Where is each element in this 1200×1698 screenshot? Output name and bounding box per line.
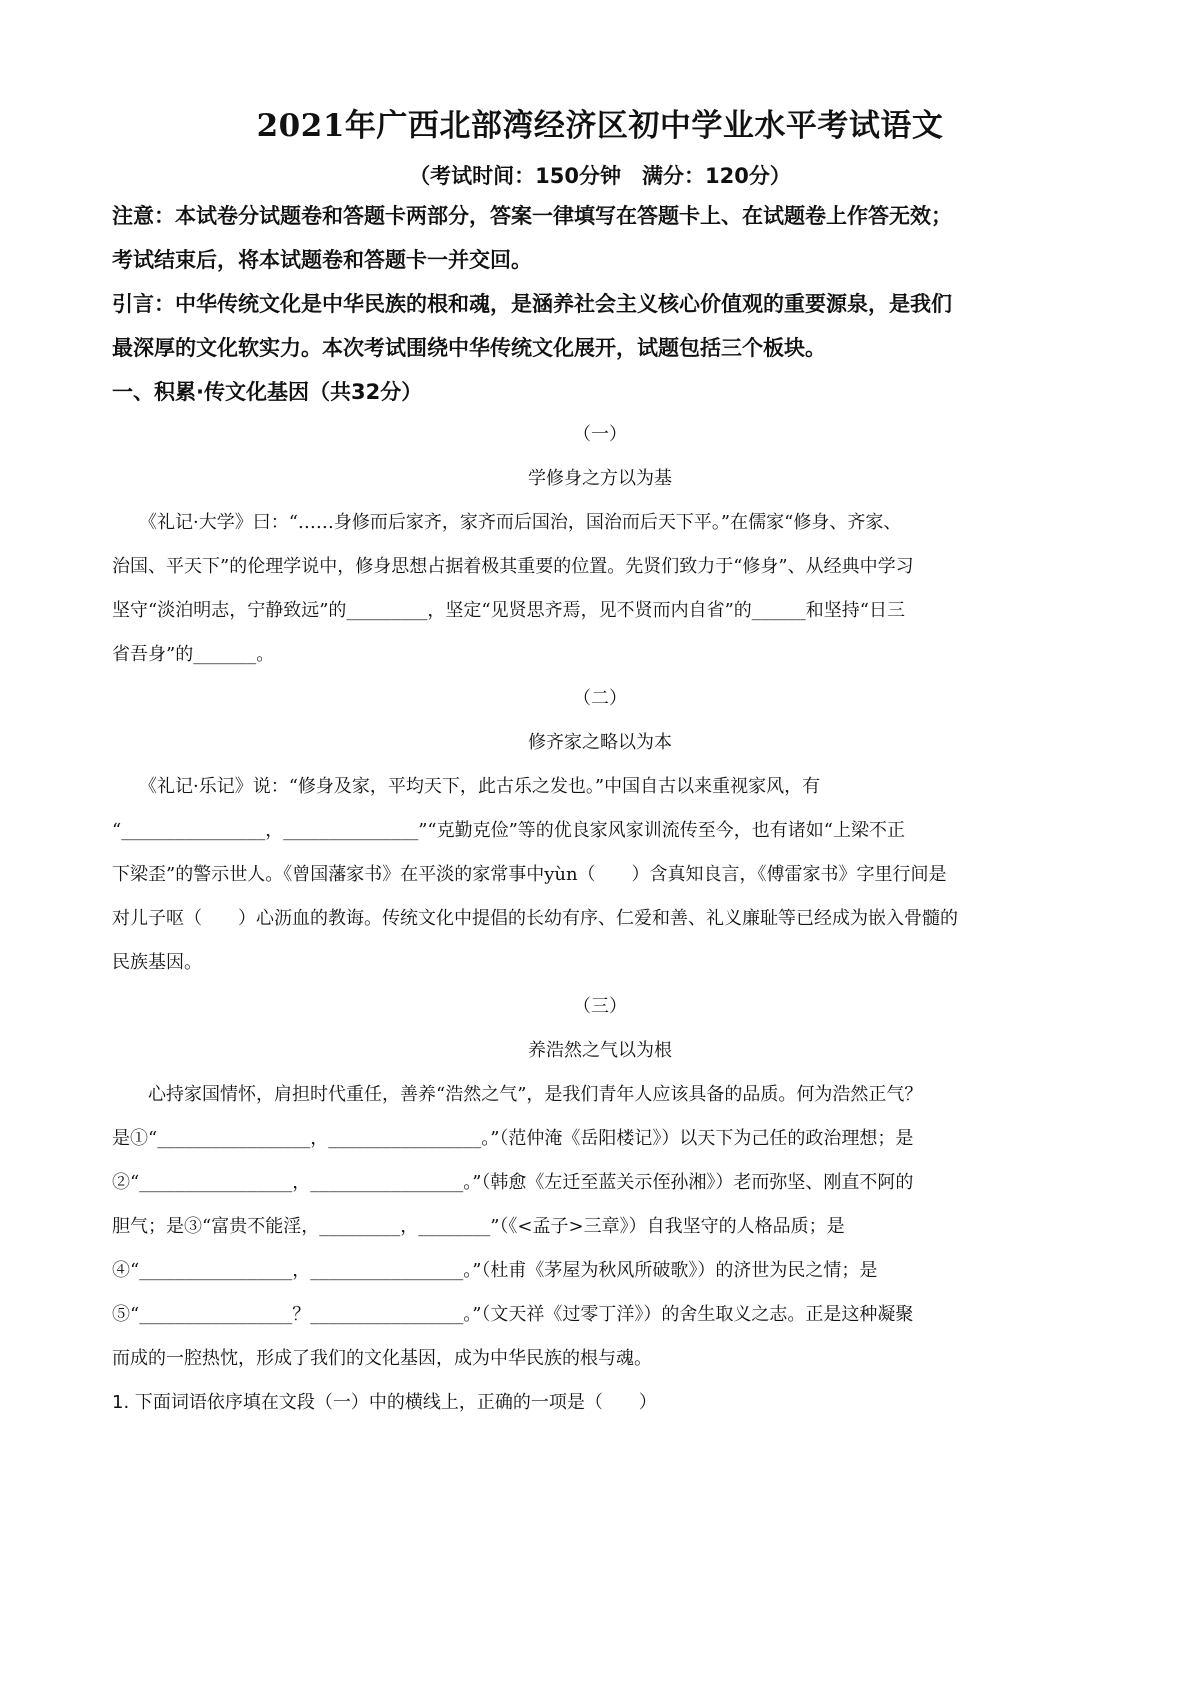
exam-subtitle: （考试时间：150分钟 满分：120分）	[409, 164, 791, 188]
section-3-line-1: 心持家国情怀，肩担时代重任，善养“浩然之气”，是我们青年人应该具备的品质。何为浩然正气？	[112, 1084, 923, 1105]
section-3-line-4: 胆气；是③“富贵不能淫，_________，________”（《<孟子>三章》）自我坚守的人格品质；是	[112, 1216, 845, 1237]
section-2-line-4: 对儿子呕（ ）心沥血的教诲。传统文化中提倡的长幼有序、仁爱和善、礼义廉耻等已经成为嵌入骨髓的	[112, 908, 958, 929]
notice-line-1: 注意：本试卷分试题卷和答题卡两部分，答案一律填写在答题卡上、在试题卷上作答无效；	[112, 204, 952, 228]
section-1-title: 学修身之方以为基	[528, 468, 672, 489]
section-2-line-2: “________________，_______________”“克勤克俭”等的优良家风家训流传至今，也有诸如“上梁不正	[112, 820, 906, 841]
question-1: 1. 下面词语依序填在文段（一）中的横线上，正确的一项是（ ）	[112, 1392, 657, 1413]
section-1-number: （一）	[573, 424, 627, 445]
intro-line-2: 最深厚的文化软实力。本次考试围绕中华传统文化展开，试题包括三个板块。	[112, 336, 826, 360]
section-2-number: （二）	[573, 688, 627, 709]
section-3-title: 养浩然之气以为根	[528, 1040, 672, 1061]
section-2-title: 修齐家之略以为本	[528, 732, 672, 753]
notice-line-2: 考试结束后，将本试题卷和答题卡一并交回。	[112, 248, 532, 272]
section-3-line-6: ⑤“_________________？_________________。”（文天祥《过零丁洋》）的舍生取义之志。正是这种凝聚	[112, 1304, 914, 1325]
section-2-line-5: 民族基因。	[112, 952, 202, 973]
section-3-line-3: ②“_________________，_________________。”（韩愈《左迁至蓝关示侄孙湘》）老而弥坚、刚直不阿的	[112, 1172, 914, 1193]
section-1-line-4: 省吾身”的_______。	[112, 644, 275, 665]
section-2-line-3: 下梁歪”的警示世人。《曾国藩家书》在平淡的家常事中yùn（ ）含真知良言，《傅雷家书》字里行间是	[112, 864, 947, 885]
section-1-line-2: 治国、平天下”的伦理学说中，修身思想占据着极其重要的位置。先贤们致力于“修身”、从经典中学习	[112, 556, 914, 577]
intro-line-1: 引言：中华传统文化是中华民族的根和魂，是涵养社会主义核心价值观的重要源泉，是我们	[112, 292, 952, 316]
section-3-line-5: ④“_________________，_________________。”（杜甫《茅屋为秋风所破歌》）的济世为民之情；是	[112, 1260, 878, 1281]
section-1-line-3: 坚守“淡泊明志，宁静致远”的_________，坚定“见贤思齐焉，见不贤而内自省”的______和坚持“日三	[112, 600, 906, 621]
section-3-line-2: 是①“_________________，_________________。”（范仲淹《岳阳楼记》）以天下为己任的政治理想；是	[112, 1128, 914, 1149]
section-2-line-1: 《礼记·乐记》说：“修身及家，平均天下，此古乐之发也。”中国自古以来重视家风，有	[112, 776, 821, 797]
section-1-line-1: 《礼记·大学》曰：“……身修而后家齐，家齐而后国治，国治而后天下平。”在儒家“修身、齐家、	[112, 512, 902, 533]
part1-heading: 一、积累·传文化基因（共32分）	[112, 380, 423, 404]
exam-title: 2021年广西北部湾经济区初中学业水平考试语文	[256, 108, 944, 144]
section-3-number: （三）	[573, 996, 627, 1017]
section-3-line-7: 而成的一腔热忱，形成了我们的文化基因，成为中华民族的根与魂。	[112, 1348, 652, 1369]
